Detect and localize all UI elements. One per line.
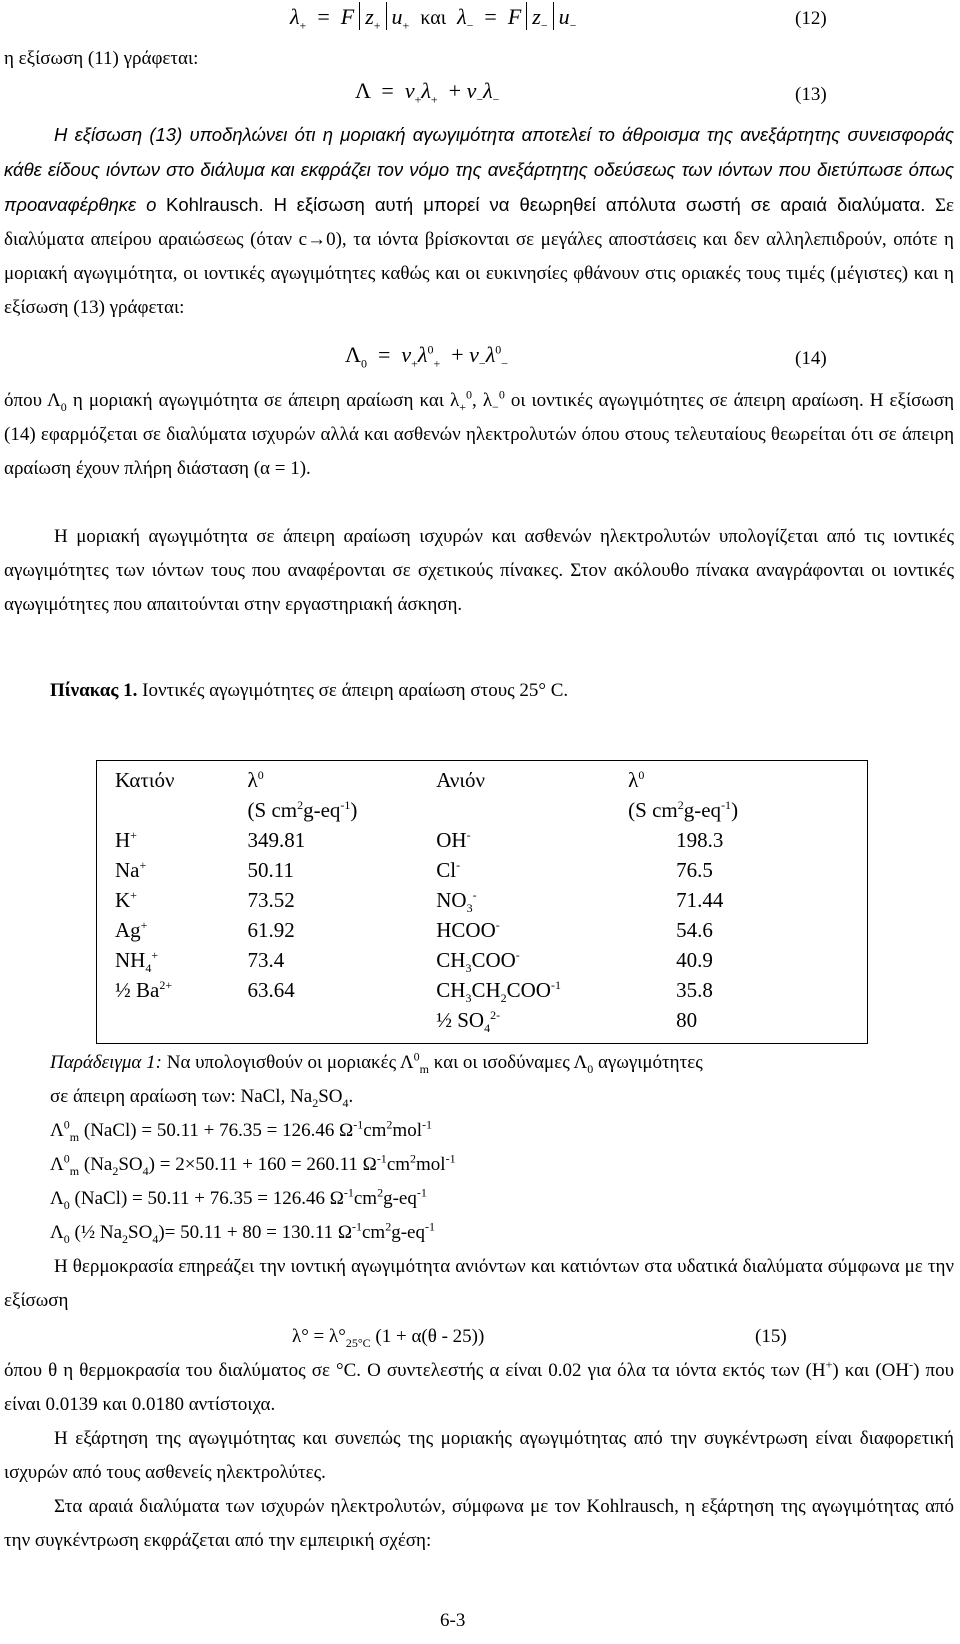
cation-cell: Na+ xyxy=(115,858,147,882)
eq-symbol: λ xyxy=(457,4,467,29)
eq-sub: + xyxy=(402,18,410,33)
table-row xyxy=(97,885,868,915)
text-sup: 0 xyxy=(466,387,473,402)
value-cell: 80 xyxy=(676,1008,698,1032)
table-cell xyxy=(244,1005,433,1044)
eq-sub: − xyxy=(540,18,548,33)
eq-sign: = xyxy=(484,4,497,29)
calc-line: $\Lambda_0$ (½ $Na_2SO_4)= 50.11 + 80 = 130.11$ $\Omega^{-1}cm^2g-eq^{-1}$ xyxy=(50,1219,435,1246)
value-cell: 349.81 xyxy=(247,828,306,852)
value-cell: 61.92 xyxy=(247,918,295,942)
eq-symbol: F xyxy=(340,4,355,29)
italic-text: Η εξίσωση (13) υποδηλώνει ότι η μοριακή αγωγιμότητα αποτελεί το άθροισμα της ανεξάρτητης συνεισφοράς κάθε είδους ιόντων στο διάλυμα και εκφράζει τον νόμο της ανεξάρτητης οδεύσεως των ιόντων που διετύπωσε όπως προαναφέρθηκε ο xyxy=(4,124,954,215)
eq-sub: − xyxy=(501,356,509,371)
header-unit: (S $cm^2g-eq^{-1}$) xyxy=(247,798,358,822)
eq-symbol: λ xyxy=(290,4,300,29)
value-cell: 40.9 xyxy=(676,948,713,972)
equation-number: (13) xyxy=(795,84,827,105)
text-span: εξίσωση αυτή μπορεί να θεωρηθεί απόλυτα σωστή σε αραιά διαλύματα. xyxy=(296,194,926,215)
eq-symbol: λ xyxy=(417,342,428,367)
example-line: Παράδειγμα 1: Να υπολογισθούν οι μοριακές $\Lambda^0_m$ και οι ισοδύναμες $\Lambda_0$ αγωγιμότητες xyxy=(50,1049,703,1076)
text-span: Η θερμοκρασία επηρεάζει την ιοντική αγωγιμότητα ανιόντων και κατιόντων στα υδατικά διαλύματα σύμφωνα με την εξίσωση xyxy=(4,1256,954,1311)
table-row xyxy=(97,975,868,1005)
eq-symbol: u xyxy=(558,4,570,29)
eq-sub: + xyxy=(433,356,441,371)
abs-bar xyxy=(526,2,527,30)
paragraph-2: όπου $\Lambda_0$ η μοριακή αγωγιμότητα σε άπειρη αραίωση και $\lambda_+^0$, $\lambda_-^0$ οι ιοντικές αγωγιμότητες σε άπειρη αραίωση. Η εξίσωση (14) εφαρμόζεται σε διαλύματα ισχυρών αλλά και ασθενών ηλεκτρολυτών όπου στους τελευταίους θεωρείται ότι σε άπειρη αραίωση έχουν πλήρη διάσταση (α = 1). xyxy=(4,387,955,479)
value-cell: 63.64 xyxy=(247,978,295,1002)
eq-symbol: u xyxy=(391,4,403,29)
eq-symbol: ν xyxy=(404,78,415,103)
eq-sub: + xyxy=(411,356,418,371)
page-number: 6-3 xyxy=(440,1610,466,1631)
text-span: η μοριακή αγωγιμότητα σε άπειρη αραίωση και λ xyxy=(72,390,460,411)
eq-symbol: ν xyxy=(466,78,477,103)
ionic-conductivity-table xyxy=(96,760,868,1044)
anion-cell: $CH_3CH_2COO^{-1}$ xyxy=(436,978,561,1006)
eq-sub: − xyxy=(569,18,577,33)
eq-sign: = xyxy=(377,342,391,367)
equation-15: $\lambda^\circ = \lambda^\circ_{25^\circ C}$ (1 + α(θ - 25)) xyxy=(292,1326,485,1350)
paragraph-6 xyxy=(4,1422,954,1490)
anion-cell: $NO_3^-$ xyxy=(436,888,477,916)
eq-symbol: λ xyxy=(421,78,431,103)
anion-cell: HCOO- xyxy=(436,918,500,942)
eq-symbol: F xyxy=(507,4,522,29)
cation-cell: $NH_4^+$ xyxy=(115,948,159,976)
text-sub: + xyxy=(459,399,467,414)
eq-sub: − xyxy=(476,92,484,107)
value-cell: 73.4 xyxy=(247,948,285,972)
eq-symbol: ν xyxy=(469,342,479,367)
value-cell: 50.11 xyxy=(247,858,294,882)
example-label: Παράδειγμα 1: xyxy=(50,1052,162,1073)
table-row xyxy=(97,825,868,855)
eq-symbol: Λ xyxy=(345,342,361,367)
value-cell: 73.52 xyxy=(247,888,295,912)
cation-cell: Ag+ xyxy=(115,918,148,942)
table-row xyxy=(97,1005,868,1044)
text-sub: − xyxy=(492,399,499,414)
table-cell xyxy=(432,795,624,825)
text-span: Να υπολογισθούν οι μοριακές Λ xyxy=(166,1052,414,1073)
table-row xyxy=(97,795,868,825)
eq-sign: + xyxy=(451,342,464,367)
text-span: οι ιοντικές αγωγιμότητες σε άπειρη αραίωση. Η εξίσωση (14) εφαρμόζεται σε διαλύματα ισχυρών αλλά και ασθενών ηλεκτρολυτών όπου στους τελευταίους θεωρείται ότι σε άπειρη αραίωση έχουν πλήρη διάσταση (α = 1). xyxy=(4,390,955,479)
text-span: Η μοριακή αγωγιμότητα σε άπειρη αραίωση ισχυρών και ασθενών ηλεκτρολυτών υπολογίζεται από τις ιοντικές αγωγιμότητες των ιόντων τους που αναφέρονται σε σχετικούς πίνακες. Στον ακόλουθο πίνακα αναγράφονται οι ιοντικές αγωγιμότητες που απαιτούνται στην εργαστηριακή άσκηση. xyxy=(4,526,954,615)
value-cell: 76.5 xyxy=(676,858,713,882)
anion-cell: OH- xyxy=(436,828,471,852)
eq-sup: 0 xyxy=(495,342,502,357)
paragraph-7 xyxy=(4,1490,954,1558)
abs-bar xyxy=(386,2,387,30)
example-line: σε άπειρη αραίωση των: NaCl, $Na_2SO_4$. xyxy=(50,1086,354,1110)
eq-symbol: Λ xyxy=(355,78,371,103)
value-cell: 35.8 xyxy=(676,978,713,1002)
eq-sup: 0 xyxy=(427,342,434,357)
text-span: Στα αραιά διαλύματα των ισχυρών ηλεκτρολυτών, σύμφωνα με τον Kohlrausch, η εξάρτηση της αγωγιμότητας από την συγκέντρωση εκφράζεται από την εμπειρική σχέση: xyxy=(4,1496,954,1551)
abs-bar xyxy=(359,2,360,30)
header-lambda: $\lambda^0$ xyxy=(628,768,645,792)
intro-text: η εξίσωση (11) γράφεται: xyxy=(4,48,199,69)
header-anion: Ανιόν xyxy=(436,768,485,792)
paragraph-1 xyxy=(4,118,954,325)
table-row xyxy=(97,945,868,975)
eq-sub: 0 xyxy=(360,356,367,371)
eq-symbol: ν xyxy=(401,342,412,367)
abs-bar xyxy=(553,2,554,30)
cation-cell: ½ $Ba^{2+}$ xyxy=(115,978,173,1002)
text-span: Σε διαλύματα απείρου αραιώσεως (όταν c→0), τα ιόντα βρίσκονται σε μεγάλες αποστάσεις και δεν αλληλεπιδρούν, οπότε η μοριακή αγωγιμότητα, οι ιοντικές αγωγιμότητες καθώς και οι ευκινησίες φθάνουν στις οριακές τους τιμές (μέγιστες) και η εξίσωση (13) γράφεται: xyxy=(4,195,955,318)
text-sub: 0 xyxy=(60,399,67,414)
header-cation: Κατιόν xyxy=(115,768,175,792)
table-row xyxy=(97,855,868,885)
calc-line: $\Lambda^0_m$ $(Na_2SO_4) = 2\times 50.11 + 160 = 260.11$ $\Omega^{-1}cm^2mol^{-1}$ xyxy=(50,1151,456,1178)
text-span: και οι ισοδύναμες Λ xyxy=(433,1052,588,1073)
text-span: Η εξάρτηση της αγωγιμότητας και συνεπώς της μοριακής αγωγιμότητας από την συγκέντρωση είναι διαφορετική ισχυρών από τους ασθενείς ηλεκτρολύτες. xyxy=(4,1428,954,1483)
header-lambda: $\lambda^0$ xyxy=(247,768,264,792)
paragraph-3 xyxy=(4,520,954,622)
cation-cell: K+ xyxy=(115,888,137,912)
cation-cell: H+ xyxy=(115,828,137,852)
eq-symbol: λ xyxy=(483,78,493,103)
caption-text: Ιοντικές αγωγιμότητες σε άπειρη αραίωση στους 25° C. xyxy=(142,680,569,701)
eq-sub: + xyxy=(414,92,422,107)
anion-cell: $CH_3COO^-$ xyxy=(436,948,520,976)
value-cell: 198.3 xyxy=(676,828,724,852)
text-span: αγωγιμότητες xyxy=(597,1052,703,1073)
equation-number: (15) xyxy=(755,1326,787,1347)
text-span: Kohlrausch. Η xyxy=(165,194,288,215)
caption-label: Πίνακας 1. xyxy=(50,680,138,701)
equation-14 xyxy=(345,342,509,371)
equation-12 xyxy=(290,2,577,33)
calc-line: $\Lambda^0_m$ (NaCl) = 50.11 + 76.35 = 126.46 $\Omega^{-1}cm^2mol^{-1}$ xyxy=(50,1117,432,1144)
eq-symbol: λ xyxy=(485,342,496,367)
equation-number: (14) xyxy=(795,348,827,369)
value-cell: 54.6 xyxy=(676,918,713,942)
eq-sign: + xyxy=(448,78,462,103)
eq-sign: = xyxy=(317,4,330,29)
table-caption xyxy=(50,674,568,708)
eq-sub: − xyxy=(492,92,500,107)
text-sup: 0 xyxy=(498,387,505,402)
table-cell xyxy=(97,795,244,825)
value-cell: 71.44 xyxy=(676,888,724,912)
eq-sub: − xyxy=(466,18,474,33)
paragraph-5: όπου θ η θερμοκρασία του διαλύματος σε °C. Ο συντελεστής α είναι 0.02 για όλα τα ιόντα εκτός των (Η+) και (ΟΗ-) που είναι 0.0139 και 0.0180 αντίστοιχα. xyxy=(4,1357,955,1415)
eq-sub: + xyxy=(299,18,307,33)
anion-cell: ½ $SO_4^{2-}$ xyxy=(436,1008,501,1036)
anion-cell: Cl- xyxy=(436,858,461,882)
eq-symbol: z xyxy=(532,4,541,29)
equation-13 xyxy=(355,78,500,107)
eq-sub: − xyxy=(478,356,486,371)
paragraph-4 xyxy=(4,1250,954,1318)
text-span: όπου Λ xyxy=(4,390,61,411)
eq-sub: + xyxy=(373,18,381,33)
eq-symbol: z xyxy=(365,4,374,29)
eq-sign: = xyxy=(381,78,394,103)
equation-number: (12) xyxy=(795,8,827,29)
table-cell xyxy=(97,1005,244,1044)
table-row xyxy=(97,761,868,796)
calc-line: $\Lambda_0$ (NaCl) = 50.11 + 76.35 = 126.46 $\Omega^{-1}cm^2g-eq^{-1}$ xyxy=(50,1185,427,1212)
table-row xyxy=(97,915,868,945)
header-unit: (S $cm^2g-eq^{-1}$) xyxy=(628,798,739,822)
eq-sub: + xyxy=(430,92,438,107)
eq-word: και xyxy=(420,7,447,29)
